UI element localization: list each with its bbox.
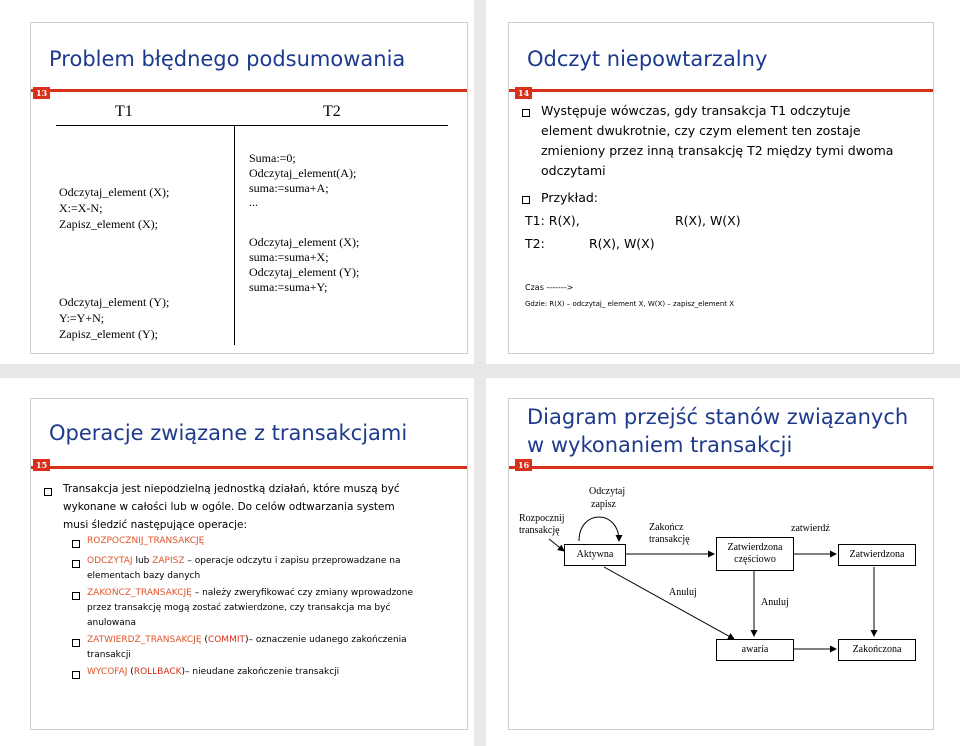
bullet-text: Występuje wówczas, gdy transakcja T1 odczytuje xyxy=(541,103,851,118)
slide-title-line2: w wykonaniem transakcji xyxy=(527,433,793,457)
t1-line: Y:=Y+N; xyxy=(59,311,105,325)
page-gutter-v xyxy=(474,0,486,746)
intro-text: wykonane w całości lub w ogóle. Do celów odtwarzania system xyxy=(63,501,395,513)
where-note: Gdzie: R(X) – odczytaj_ element X, W(X) – zapisz_element X xyxy=(525,300,735,308)
label-odczytaj: Odczytaj xyxy=(589,486,626,497)
state-label: Zatwierdzona xyxy=(849,549,905,560)
t2-schedule-label: T2: xyxy=(525,236,545,251)
col-header-t1: T1 xyxy=(115,103,133,120)
bullet-square-icon xyxy=(522,109,530,117)
op-zakoncz: ZAKOŃCZ_TRANSAKCJĘ xyxy=(87,588,192,598)
bullet-square-icon xyxy=(72,592,80,600)
slide-number: 15 xyxy=(33,459,50,471)
op-text: lub xyxy=(132,556,153,566)
op-text: ( xyxy=(127,667,134,677)
op-text: – należy zweryfikować czy zmiany wprowadzone xyxy=(191,588,414,598)
op-wycofaj-line xyxy=(87,667,339,677)
table-divider xyxy=(234,125,235,345)
bullet-square-icon xyxy=(72,639,80,647)
state-label: częściowo xyxy=(734,554,776,565)
label-zakoncz: Zakończ xyxy=(649,522,684,533)
label-anuluj: Anuluj xyxy=(669,587,697,598)
t1-line: X:=X-N; xyxy=(59,201,103,215)
label-zatwierdz: zatwierdź xyxy=(791,523,830,534)
op-text: transakcji xyxy=(87,650,131,660)
t1-schedule-label: T1: R(X), xyxy=(525,213,580,228)
t2-line: Odczytaj_element (X); xyxy=(249,235,360,249)
t2-line: suma:=suma+A; xyxy=(249,181,329,195)
op-zatwierdz: ZATWIERDŹ_TRANSAKCJĘ xyxy=(87,635,202,645)
op-zapisz: ZAPISZ xyxy=(152,556,185,566)
state-label: Aktywna xyxy=(576,549,614,560)
t1-line: Odczytaj_element (X); xyxy=(59,185,170,199)
op-rozpocznij: ROZPOCZNIJ_TRANSAKCJĘ xyxy=(87,536,205,546)
bullet-square-icon xyxy=(44,488,52,496)
bullet-text: odczytami xyxy=(541,163,606,178)
bullet-text: element dwukrotnie, czy czym element ten zostaje xyxy=(541,123,861,138)
table-header-line xyxy=(56,125,448,126)
op-zakoncz-line xyxy=(87,588,413,598)
label-rozpocznij: transakcję xyxy=(519,525,560,536)
op-odczytaj: ODCZYTAJ xyxy=(87,556,133,566)
op-rollback: ROLLBACK xyxy=(133,667,182,677)
t2-line: ... xyxy=(249,195,258,209)
op-zatwierdz-line xyxy=(87,635,407,645)
op-read-write xyxy=(87,556,400,566)
t2-line: Odczytaj_element(A); xyxy=(249,166,357,180)
time-note: Czas -------> xyxy=(525,283,574,292)
state-aktywna xyxy=(564,544,626,566)
slide-14 xyxy=(508,22,934,354)
slide-title: Odczyt niepowtarzalny xyxy=(527,47,768,71)
t2-line: suma:=suma+X; xyxy=(249,250,329,264)
label-odczytaj: zapisz xyxy=(591,499,616,510)
slide-16 xyxy=(508,398,934,730)
t1-line: Zapisz_element (X); xyxy=(59,217,158,231)
t2-schedule-rest: R(X), W(X) xyxy=(589,236,655,251)
state-zatwierdzona-czesciowo xyxy=(716,537,794,571)
intro-text: Transakcja jest niepodzielną jednostką działań, które muszą być xyxy=(63,483,400,495)
slide-title: Operacje związane z transakcjami xyxy=(49,421,408,445)
label-zakoncz: transakcję xyxy=(649,534,690,545)
bullet-square-icon xyxy=(522,196,530,204)
slide-title-line1: Diagram przejść stanów związanych xyxy=(527,405,909,429)
label-rozpocznij: Rozpocznij xyxy=(519,513,565,524)
label-anuluj: Anuluj xyxy=(761,597,789,608)
t2-line: Odczytaj_element (Y); xyxy=(249,265,360,279)
t2-line: Suma:=0; xyxy=(249,151,296,165)
t1-schedule-rest: R(X), W(X) xyxy=(675,213,741,228)
op-text: – operacje odczytu i zapisu przeprowadzane na xyxy=(184,556,401,566)
col-header-t2: T2 xyxy=(323,103,341,120)
op-text: elementach bazy danych xyxy=(87,571,201,581)
slide-number: 16 xyxy=(515,459,532,471)
t2-line: suma:=suma+Y; xyxy=(249,280,328,294)
state-awaria xyxy=(716,639,794,661)
t1-line: Odczytaj_element (Y); xyxy=(59,295,170,309)
state-zatwierdzona xyxy=(838,544,916,566)
bullet-square-icon xyxy=(72,540,80,548)
bullet-square-icon xyxy=(72,671,80,679)
slide-title: Problem błędnego podsumowania xyxy=(49,47,406,71)
example-label: Przykład: xyxy=(541,190,599,205)
bullet-text: zmieniony przez inną transakcję T2 między tymi dwoma xyxy=(541,143,894,158)
state-label: Zatwierdzona xyxy=(727,542,783,553)
op-text: )– nieudane zakończenie transakcji xyxy=(181,667,340,677)
op-text: przez transakcję mogą zostać zatwierdzone, czy transakcja ma być xyxy=(87,603,391,613)
slide-13 xyxy=(30,22,468,354)
state-label: awaria xyxy=(741,644,769,655)
title-rule xyxy=(31,89,467,92)
slide-number: 13 xyxy=(33,87,50,99)
op-text: )– oznaczenie udanego zakończenia xyxy=(245,635,407,645)
op-text: anulowana xyxy=(87,618,137,628)
intro-text: musi śledzić następujące operacje: xyxy=(63,519,248,531)
op-wycofaj: WYCOFAJ xyxy=(87,667,128,677)
slide-number: 14 xyxy=(515,87,532,99)
t1-line: Zapisz_element (Y); xyxy=(59,327,158,341)
op-text: ( xyxy=(201,635,208,645)
state-label: Zakończona xyxy=(852,644,902,655)
title-rule xyxy=(509,89,933,92)
title-rule xyxy=(31,466,467,469)
state-zakonczona xyxy=(838,639,916,661)
bullet-square-icon xyxy=(72,560,80,568)
slide-15 xyxy=(30,398,468,730)
op-commit: COMMIT xyxy=(207,635,245,645)
